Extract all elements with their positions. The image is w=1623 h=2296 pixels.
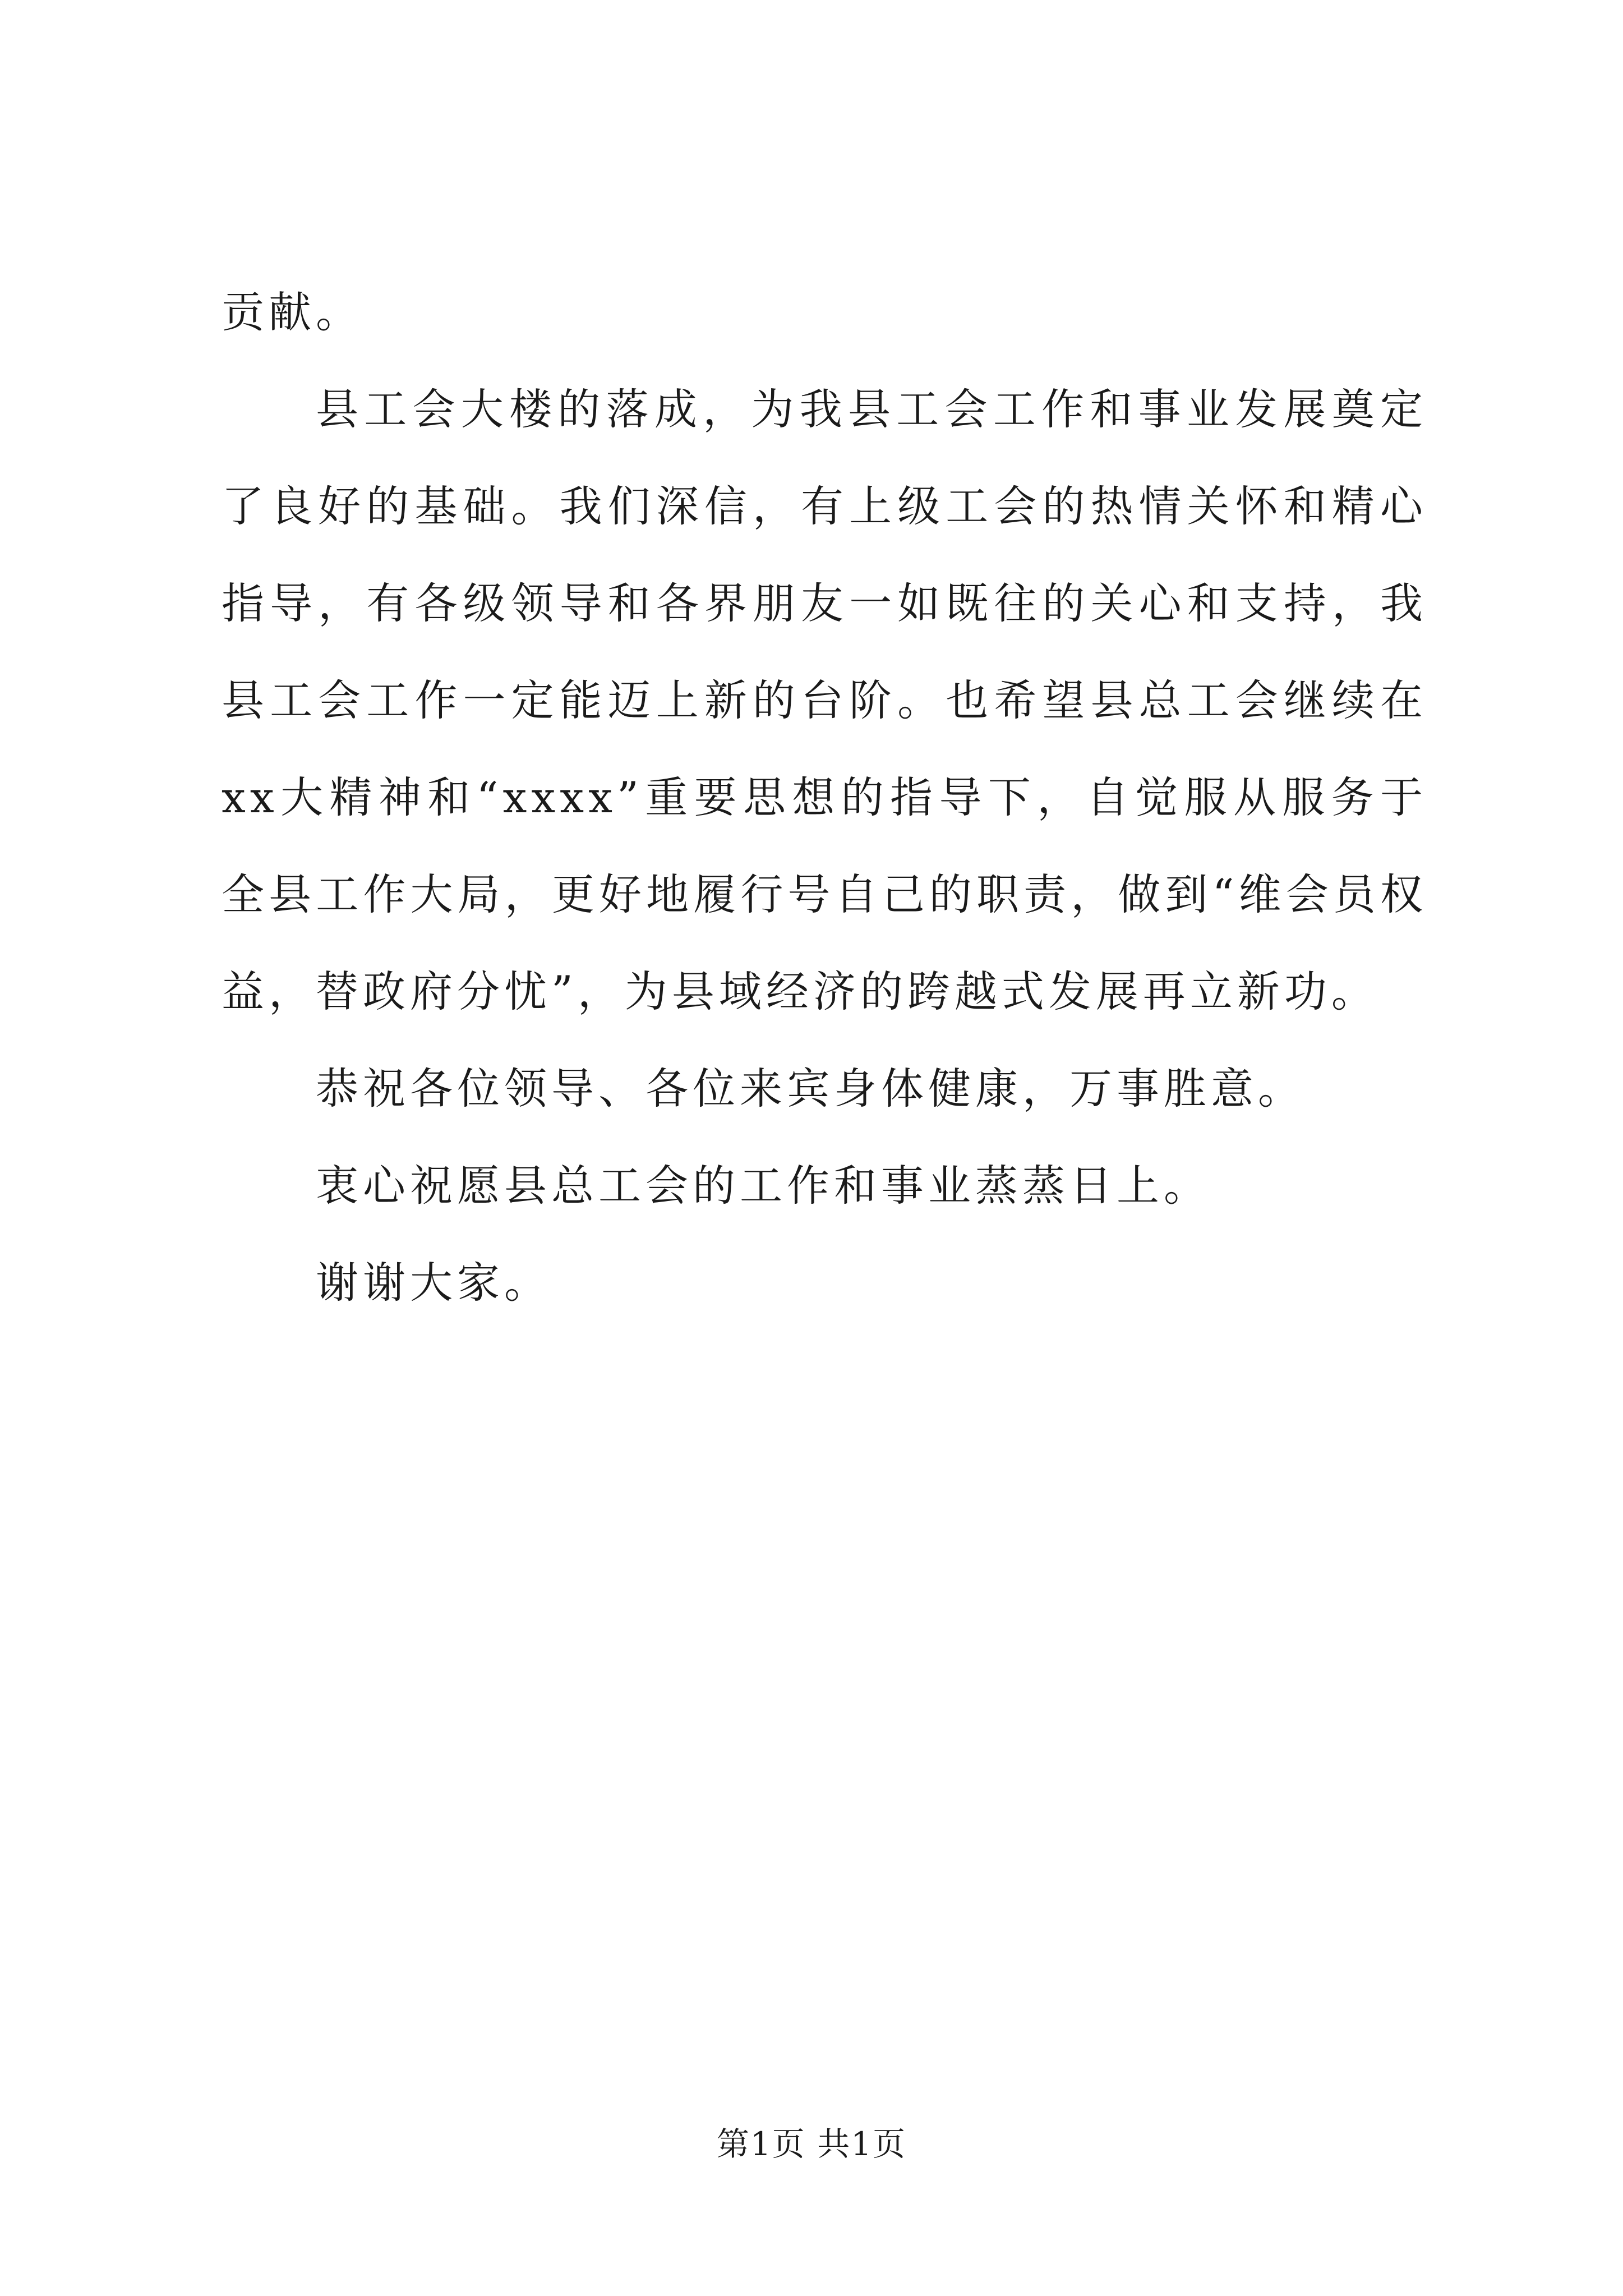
page-footer: 第1页 共1页	[716, 2125, 907, 2163]
paragraph-5: 谢谢大家。	[316, 1258, 551, 1308]
paragraph-3: 恭祝各位领导、各位来宾身体健康，万事胜意。	[316, 1064, 1305, 1114]
paragraph-4: 衷心祝愿县总工会的工作和事业蒸蒸日上。	[316, 1161, 1211, 1211]
paragraph-2: 县工会大楼的落成，为我县工会工作和事业发展奠定了良好的基础。我们深信，有上级工会的热情关怀和精心指导，有各级领导和各界朋友一如既往的关心和支持，我县工会工作一定能迈上新的台阶。也希望县总工会继续在xx大精神和“xxxx”重要思想的指导下，自觉服从服务于全县工作大局，更好地履行号自己的职责，做到“维会员权益，替政府分忧”，为县域经济的跨越式发展再立新功。	[222, 384, 1427, 1016]
paragraph-1: 贡献。	[222, 287, 363, 337]
document-body	[222, 264, 1427, 1331]
